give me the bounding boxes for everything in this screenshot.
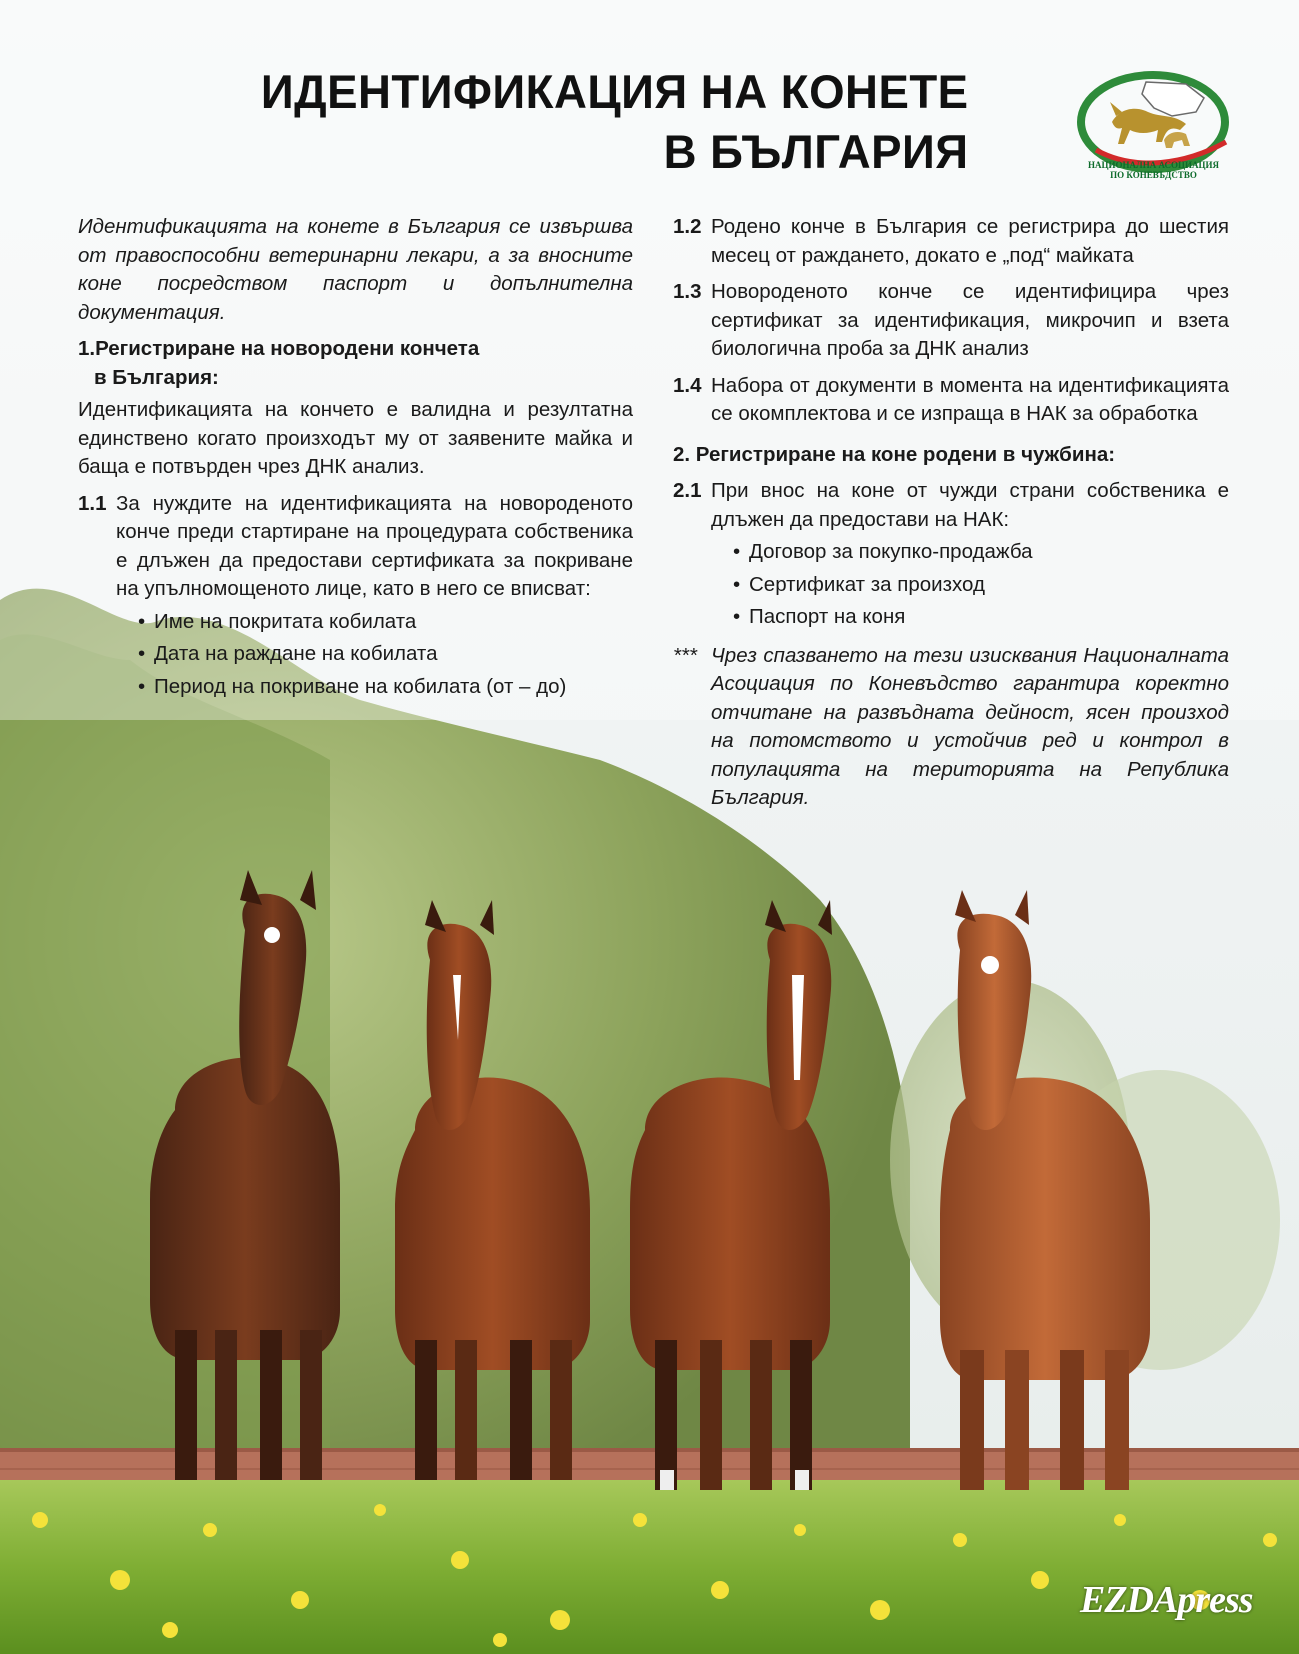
title-line-1: ИДЕНТИФИКАЦИЯ НА КОНЕТЕ [261, 65, 969, 118]
list-item: • Паспорт на коня [733, 603, 1229, 632]
item-2-1 [673, 477, 1229, 534]
list-item: • Период на покриване на кобилата (от – до) [138, 673, 633, 702]
item-number: 1.1 [78, 491, 107, 515]
list-item: • Договор за покупко-продажба [733, 538, 1229, 567]
list-item: • Сертификат за произход [733, 571, 1229, 600]
logo-caption [1076, 160, 1231, 180]
section1-heading-line-1: 1.Регистриране на новородени кончета [78, 337, 480, 360]
bullet-list-1-1 [116, 608, 633, 702]
logo-caption-line-1: НАЦИОНАЛНА АСОЦИАЦИЯ [1087, 160, 1219, 170]
item-1-1 [78, 490, 633, 604]
item-number: 2.1 [673, 479, 702, 502]
item-number: 1.2 [673, 215, 702, 238]
list-item: • Име на покритата кобилата [138, 608, 633, 637]
section1-heading [78, 335, 633, 392]
item-text: За нуждите на идентификацията на новороденото конче преди стартиране на процедурата собственика е длъжен да предостави сертификата за покриване на упълномощеното лице, като в него се вписват: [116, 491, 633, 600]
right-column [673, 213, 1229, 813]
list-item: • Дата на раждане на кобилата [138, 640, 633, 669]
left-column [78, 213, 633, 705]
item-number: 1.4 [673, 373, 702, 397]
note-text: Чрез спазването на тези изисквания Националната Асоциация по Коневъдство гарантира коректно отчитане на развъдната дейност, ясен произход на потомството и устойчив ред и контрол в популацията на територията на Република България. [711, 643, 1229, 809]
intro-paragraph: Идентификацията на конете в България се извършва от правоспособни ветеринарни лекари, а за вносните коне посредством паспорт и допълнителна документация. [78, 215, 633, 324]
note-marker: *** [673, 643, 697, 667]
item-1-2 [673, 213, 1229, 270]
item-text: Новороденото конче се идентифицира чрез сертификат за идентификация, микрочип и взета биологична проба за ДНК анализ [711, 280, 1229, 360]
section1-heading-line-2: в България: [94, 365, 219, 389]
item-number: 1.3 [673, 280, 702, 303]
section2-heading: 2. Регистриране на коне родени в чужбина: [673, 442, 1116, 466]
logo-caption-line-2: ПО КОНЕВЪДСТВО [1110, 170, 1197, 180]
watermark-logo: EZDApress [1080, 1579, 1253, 1621]
item-text: Родено конче в България се регистрира до шестия месец от раждането, докато е „под“ майката [711, 215, 1229, 267]
bullet-list-2-1 [711, 538, 1229, 632]
item-1-3 [673, 278, 1229, 364]
item-1-4 [673, 372, 1229, 429]
section1-text: Идентификацията на кончето е валидна и резултатна единствено когато произходът му от заявените майка и баща е потвърден чрез ДНК анализ. [78, 398, 633, 478]
page-title [261, 62, 969, 182]
closing-note [673, 642, 1229, 813]
title-line-2: В БЪЛГАРИЯ [664, 125, 969, 178]
item-text: Набора от документи в момента на идентификацията се окомплектова и се изпраща в НАК за обработка [711, 373, 1229, 425]
item-text: При внос на коне от чужди страни собственика е длъжен да предостави на НАК: [711, 479, 1229, 531]
